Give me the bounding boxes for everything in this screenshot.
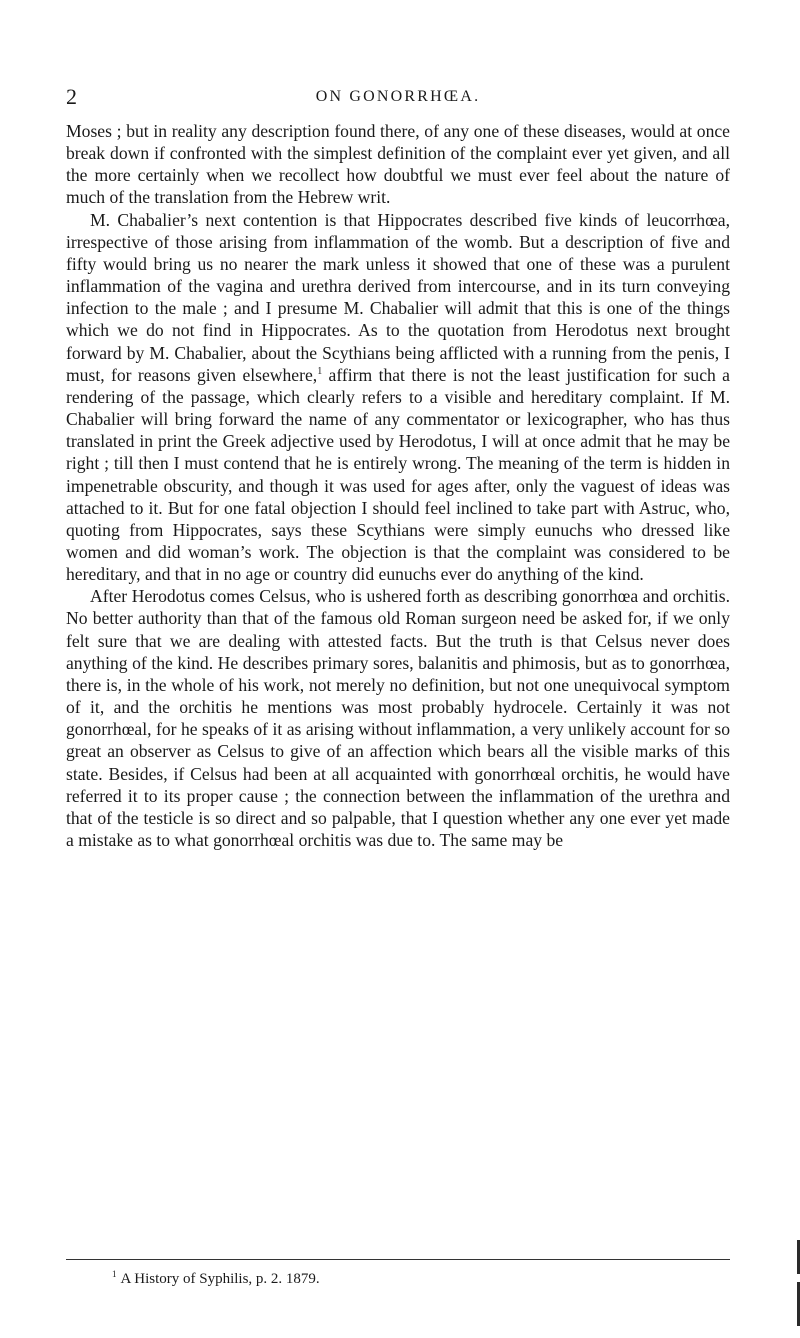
paragraph-2-text-a: M. Chabalier’s next contention is that Hippocrates described five kinds of leucorrhœa, irrespective of those arising from inflammation of the womb. But a description of five and fifty would bring us no nearer the mark unless it showed that one of these was a purulent inflammation of the vagina and urethra derived from intercourse, and in its turn conveying infection to the male ; and I presume M. Chabalier will admit that this is one of the things which we do not find in Hippocrates. As to the quotation from Herodotus next brought forward by M. Chabalier, about the Scythians being afflicted with a running from the penis, I must, for reasons given elsewhere, bbox=[66, 209, 730, 385]
paragraph-2-text-b: affirm that there is not the least justification for such a rendering of the passage, which clearly refers to a visible and hereditary complaint. If M. Chabalier will bring forward the name of any commentator or lexicographer, who has thus translated in print the Greek adjective used by Herodotus, I will at once admit that he may be right ; till then I must contend that he is entirely wrong. The meaning of the term is hidden in impenetrable obscurity, and though it was used for ages after, only the vaguest of ideas was attached to it. But for one fatal objection I should feel inclined to take part with Astruc, who, quoting from Hippocrates, says these Scythians were simply eunuchs who dressed like women and did woman’s work. The objection is that the complaint was considered to be hereditary, and that in no age or country did eunuchs ever do anything of the kind. bbox=[66, 364, 730, 585]
footnote-text: A History of Syphilis, p. 2. 1879. bbox=[120, 1271, 320, 1287]
paragraph-1 bbox=[66, 120, 730, 209]
footnote-divider bbox=[66, 1259, 730, 1260]
paragraph-3 bbox=[66, 585, 730, 851]
paragraph-3-text: After Herodotus comes Celsus, who is ushered forth as describing gonorrhœa and orchitis. No better authority than that of the famous old Roman surgeon need be asked for, if we only felt sure that we are dealing with attested facts. But the truth is that Celsus never does anything of the kind. He describes primary sores, balanitis and phimosis, but as to gonorrhœa, there is, in the whole of his work, not merely no definition, but not one unequivocal symptom of it, and the orchitis he mentions was most probably hydrocele. Certainly it was not gonorrhœal, for he speaks of it as arising without inflammation, a very unlikely account for so great an observer as Celsus to give of an affection which bears all the visible marks of this state. Besides, if Celsus had been at all acquainted with gonorrhœal orchitis, he would have referred it to its proper cause ; the connection between the inflammation of the urethra and that of the testicle is so direct and so palpable, that I question whether any one ever yet made a mistake as to what gonorrhœal orchitis was due to. The same may be bbox=[66, 586, 730, 850]
footnote-mark: 1 bbox=[112, 1269, 117, 1279]
paragraph-2 bbox=[66, 209, 730, 586]
footnote-reference[interactable]: 1 bbox=[317, 365, 323, 377]
running-head bbox=[66, 84, 730, 110]
paragraph-1-text: Moses ; but in reality any description found there, of any one of these diseases, would at once break down if confronted with the simplest definition of the complaint ever yet given, and all the more certainly when we recollect how doubtful we must ever feel about the nature of much of the translation from the Hebrew writ. bbox=[66, 121, 730, 208]
running-title: ON GONORRHŒA. bbox=[315, 88, 481, 105]
body-text bbox=[66, 120, 730, 851]
footnote bbox=[112, 1264, 320, 1289]
page-number: 2 bbox=[66, 84, 77, 109]
